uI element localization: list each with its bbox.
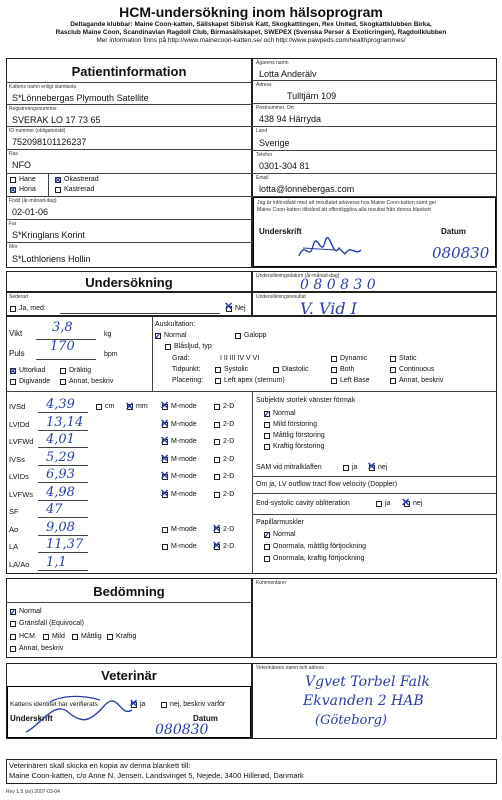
auscultation-label: Auskultation:: [155, 321, 196, 328]
cat-name-label: Kattens namn enligt stamtavla: [9, 84, 76, 90]
owner-name-value[interactable]: Lotta Anderälv: [259, 69, 317, 79]
2d-checkbox[interactable]: [214, 492, 220, 498]
mmode-label: M-mode: [171, 438, 197, 445]
exam-date-label: Undersökningsdatum (år-månad-dag): [256, 273, 340, 279]
intact-check-mark: ✕: [54, 175, 62, 185]
pap-severe-label: Onormala, kraftig förtjockning: [273, 555, 365, 562]
cat-name-value[interactable]: S*Lönnebergas Plymouth Satellite: [12, 93, 149, 103]
pap-severe-checkbox[interactable]: [264, 556, 270, 562]
placement-label: Placering:: [172, 377, 204, 384]
breed-value[interactable]: NFO: [12, 160, 31, 170]
state-other-checkbox[interactable]: [60, 379, 66, 385]
static-checkbox[interactable]: [390, 356, 396, 362]
state-dehydrated-check-mark: ✕: [9, 366, 17, 376]
father-label: Far: [9, 221, 17, 227]
2d-checkbox[interactable]: [214, 457, 220, 463]
state-other-label: Annat, beskriv: [69, 378, 114, 385]
mmode-label: M-mode: [171, 525, 197, 533]
exam-section-title: Undersökning: [85, 275, 173, 290]
consent-text-2: Maine Coon-katten tillstånd att offentliggöra alla resultat från denna blankett: [257, 207, 431, 213]
pap-moderate-label: Onormala, måttlig förtjockning: [273, 543, 366, 550]
identity-yes-check-mark: ✕: [129, 698, 139, 710]
2d-label: 2-D: [223, 420, 235, 428]
both-label: Both: [340, 366, 355, 373]
identity-label: Kattens identitet har verifierats: [10, 701, 98, 708]
2d-label: 2-D: [223, 525, 235, 533]
sex-male-label: Hane: [19, 176, 36, 183]
measurement-line: [38, 517, 88, 518]
measurement-label: IVSs: [9, 454, 25, 464]
measurement-label: LA/Ao: [9, 559, 30, 569]
state-pregnant-label: Dräktig: [69, 367, 92, 374]
2d-check-mark: ✕: [212, 540, 222, 552]
id-label: ID-nummer (obligatoriskt): [9, 128, 66, 134]
cavity-no-check-mark: ✕: [401, 497, 411, 509]
weight-label: Vikt: [9, 329, 23, 338]
measurement-line: [38, 465, 88, 466]
continuous-checkbox[interactable]: [390, 367, 396, 373]
owner-date-label: Datum: [441, 227, 466, 236]
sedated-yes-checkbox[interactable]: [10, 306, 16, 312]
measurement-label: Ao: [9, 524, 19, 534]
la-size-title: Subjektiv storlek vänster förmak: [256, 397, 356, 404]
pap-moderate-checkbox[interactable]: [264, 544, 270, 550]
intact-label: Okastrerad: [64, 176, 99, 183]
assess-borderline-checkbox[interactable]: [10, 621, 16, 627]
owner-name-label: Ägarens namn: [256, 60, 289, 66]
sedated-no-label: Nej: [235, 305, 246, 312]
measurement-hand: 4,39: [46, 397, 75, 412]
pulse-label: Puls: [9, 349, 25, 358]
phone-label: Telefon: [256, 152, 273, 158]
measurement-label: LVFWs: [9, 489, 34, 499]
left-apex-checkbox[interactable]: [215, 378, 221, 384]
la-moderate-checkbox[interactable]: [264, 433, 270, 439]
result-label: Undersökningsresultat: [256, 294, 306, 300]
sex-female-label: Hona: [19, 186, 36, 193]
cavity-no-label: nej: [413, 500, 423, 507]
vet-name-hand-1: Vgvet Torbel Falk: [305, 674, 430, 690]
mmode-check-mark: ✕: [160, 400, 170, 412]
2d-label: 2-D: [223, 455, 235, 463]
assess-mild-checkbox[interactable]: [43, 634, 49, 640]
result-hand: V. Vid I: [300, 299, 357, 318]
la-mild-checkbox[interactable]: [264, 422, 270, 428]
mmode-label: M-mode: [171, 490, 197, 498]
continuous-label: Continuous: [399, 366, 435, 373]
ausc-normal-check-mark: ✓: [154, 331, 162, 341]
mmode-label: M-mode: [171, 543, 197, 550]
mmode-check-mark: ✕: [160, 417, 170, 430]
sedated-yes-label: Ja, med:: [19, 305, 46, 312]
info-line: Mer information finns på http://www.mainecoon-katten.se/ och http://www.pawpeds.com/healthprogrammes/: [96, 37, 406, 44]
measurement-line: [38, 430, 88, 431]
lvot-label: Om ja, LV outflow tract flow velocity (Doppler): [256, 481, 398, 488]
exam-date-hand: 0 8 0 8 3 0: [300, 277, 376, 293]
state-dehydrated-label: Uttorkad: [19, 367, 46, 374]
sex-male-checkbox[interactable]: [10, 177, 16, 183]
country-label: Land: [256, 128, 268, 134]
ausc-murmur-label: Blåsljud, typ: [174, 343, 212, 350]
assess-hcm-checkbox[interactable]: [10, 634, 16, 640]
mmode-label: M-mode: [171, 403, 197, 410]
assess-borderline-label: Gränsfall (Equivocal): [19, 620, 84, 627]
dynamic-checkbox[interactable]: [331, 356, 337, 362]
weight-hand: 3,8: [52, 320, 73, 335]
2d-label: 2-D: [223, 490, 235, 498]
owner-date-hand: 080830: [432, 244, 490, 262]
mmode-label: M-mode: [171, 473, 197, 480]
measurement-hand: 4,01: [46, 432, 75, 447]
vet-signature-label: Underskrift: [10, 714, 53, 723]
clubs-line-1: Deltagande klubbar: Maine Coon-katten, Sällskapet Sibirisk Katt, Skogkattlingen, Rex United, Skogkattklubben Birka,: [70, 21, 432, 28]
systolic-checkbox[interactable]: [215, 367, 221, 373]
left-apex-label: Left apex (sternum): [224, 377, 285, 384]
sedated-label: Sederad: [9, 294, 28, 300]
other-desc-label: Annat, beskriv: [399, 377, 444, 384]
mmode-check-mark: ✕: [160, 487, 170, 500]
neutered-label: Kastrerad: [64, 186, 95, 193]
country-value[interactable]: Sverige: [259, 138, 290, 148]
2d-checkbox[interactable]: [214, 439, 220, 445]
sam-label: SAM vid mitralklaffen: [256, 464, 322, 471]
measurement-line: [38, 412, 88, 413]
ausc-gallop-label: Galopp: [244, 332, 267, 339]
diastolic-label: Diastolic: [282, 366, 309, 373]
reg-label: Registreringsnummer: [9, 106, 57, 112]
patient-section-title: Patientinformation: [71, 64, 187, 79]
postal-label: Postnummer, Ort: [256, 105, 294, 111]
identity-no-checkbox[interactable]: [161, 702, 167, 708]
measurement-line: [38, 447, 88, 448]
measurement-hand: 4,98: [46, 484, 75, 500]
mmode-check-mark: ✕: [160, 452, 170, 465]
la-mild-label: Mild förstoring: [273, 421, 317, 428]
ausc-normal-label: Normal: [164, 332, 187, 339]
2d-label: 2-D: [223, 473, 235, 480]
owner-signature-label: Underskrift: [259, 227, 302, 236]
measurement-label: LVIDs: [9, 472, 29, 481]
measurement-hand: 5,29: [46, 449, 75, 465]
ausc-gallop-checkbox[interactable]: [235, 333, 241, 339]
assess-mild-label: Mild: [52, 633, 65, 640]
vet-signature: [20, 692, 140, 738]
unit-mm-label: mm: [136, 403, 148, 410]
measurement-line: [38, 535, 88, 536]
cavity-yes-checkbox[interactable]: [376, 501, 382, 507]
mmode-check-mark: ✕: [160, 470, 170, 482]
measurement-hand: 6,93: [46, 467, 75, 482]
mother-value[interactable]: S*Lothloriens Hollin: [12, 254, 91, 264]
measurement-line: [38, 482, 88, 483]
measurement-hand: 9,08: [46, 519, 75, 535]
both-checkbox[interactable]: [331, 367, 337, 373]
assess-other-checkbox[interactable]: [10, 646, 16, 652]
state-pregnant-checkbox[interactable]: [60, 368, 66, 374]
assess-hcm-label: HCM: [19, 633, 35, 640]
measurement-label: LA: [9, 542, 19, 551]
vet-date-hand: 080830: [155, 722, 209, 738]
footer-line-2: Maine Coon-katten, c/o Anne N. Jensen, Landsvinget 5, Nejede, 3400 Hillerød, Danmark: [9, 771, 304, 780]
pap-normal-check-mark: ✓: [263, 530, 271, 540]
vet-name-label: Veterinärens namn och adress: [256, 665, 324, 671]
vet-section-title: Veterinär: [101, 668, 157, 683]
la-moderate-label: Måttlig förstoring: [273, 432, 325, 439]
assess-severe-checkbox[interactable]: [107, 634, 113, 640]
2d-checkbox[interactable]: [214, 422, 220, 428]
sam-no-check-mark: ✕: [367, 461, 377, 473]
id-value[interactable]: 752098101126237: [12, 137, 87, 147]
left-base-label: Left Base: [340, 377, 370, 384]
ausc-murmur-checkbox[interactable]: [165, 344, 171, 350]
address-label: Adress: [256, 82, 272, 88]
pap-normal-label: Normal: [273, 531, 296, 538]
vet-name-hand-2: Ekvanden 2 HAB: [303, 693, 424, 709]
papillary-title: Papillarmuskler: [256, 519, 304, 526]
consent-text-1: Jag är införstådd med att resultatet arkiveras hos Maine Coon-katten samt ger: [257, 200, 437, 206]
assess-other-label: Annat, beskriv: [19, 645, 64, 652]
email-value[interactable]: lotta@lonnebergas.com: [259, 184, 355, 194]
mmode-label: M-mode: [171, 420, 197, 428]
la-severe-checkbox[interactable]: [264, 444, 270, 450]
father-value[interactable]: S*Kringlans Korint: [12, 230, 86, 240]
static-label: Static: [399, 355, 417, 362]
pulse-hand: 170: [50, 339, 75, 354]
mmode-checkbox[interactable]: [162, 544, 168, 550]
left-base-checkbox[interactable]: [331, 378, 337, 384]
2d-checkbox[interactable]: [214, 474, 220, 480]
pulse-unit: bpm: [104, 351, 118, 358]
assess-moderate-label: Måttlig: [81, 633, 102, 640]
born-label: Född (år-månad-dag): [9, 198, 57, 204]
state-nursing-label: Digivande: [19, 378, 51, 385]
reg-value[interactable]: SVERAK LO 17 73 65: [12, 115, 101, 125]
breed-label: Ras: [9, 151, 18, 157]
phone-value[interactable]: 0301-304 81: [259, 161, 310, 171]
cavity-label: End-systolic cavity obliteration: [256, 500, 350, 507]
measurement-line: [38, 570, 88, 571]
measurement-label: LVIDd: [9, 419, 30, 429]
grade-label: Grad:: [172, 355, 190, 362]
measurement-hand: 1,1: [46, 554, 67, 570]
address-value[interactable]: Tulltjärn 109: [287, 91, 337, 101]
sam-yes-checkbox[interactable]: [343, 465, 349, 471]
owner-signature: [295, 236, 365, 264]
assessment-section-title: Bedömning: [93, 584, 165, 599]
sex-female-check-mark: ✕: [9, 185, 17, 195]
measurement-label: IVSd: [9, 402, 26, 411]
measurement-hand: 11,37: [46, 537, 84, 552]
systolic-label: Systolic: [224, 366, 249, 373]
measurement-line: [38, 552, 88, 553]
la-normal-label: Normal: [273, 410, 296, 417]
other-desc-checkbox[interactable]: [390, 378, 396, 384]
unit-mm-check-mark: ✕: [125, 401, 135, 413]
mmode-check-mark: ✕: [160, 435, 170, 447]
measurement-label: SF: [9, 507, 19, 516]
la-normal-check-mark: ✓: [263, 409, 271, 419]
mmode-checkbox[interactable]: [162, 527, 168, 533]
footer-line-1: Veterinären skall skicka en kopia av denna blankett till:: [9, 761, 191, 770]
measurement-line: [38, 500, 88, 501]
2d-label: 2-D: [223, 403, 235, 410]
assess-normal-label: Normal: [19, 608, 42, 615]
mother-label: Mor: [9, 244, 18, 250]
measurement-hand: 47: [46, 502, 63, 517]
version-label: Rev 1.5 (sv) 2007-03-04: [6, 789, 60, 795]
sam-no-label: nej: [378, 464, 388, 471]
comment-box: [252, 578, 497, 658]
grade-values: I II III IV V VI: [220, 355, 260, 362]
comment-label: Kommentarer: [256, 580, 287, 586]
weight-unit: kg: [104, 331, 112, 338]
cavity-yes-label: ja: [385, 500, 391, 507]
form-title: HCM-undersökning inom hälsoprogram: [119, 4, 383, 20]
sedated-no-check-mark: ✕: [224, 301, 234, 313]
diastolic-checkbox[interactable]: [273, 367, 279, 373]
la-severe-label: Kraftig förstoring: [273, 443, 325, 450]
2d-checkbox[interactable]: [214, 404, 220, 410]
vet-date-label: Datum: [193, 714, 218, 723]
2d-check-mark: ✕: [212, 522, 222, 535]
mmode-label: M-mode: [171, 455, 197, 463]
email-label: Email: [256, 175, 269, 181]
assess-normal-check-mark: ✓: [9, 607, 17, 617]
assess-moderate-checkbox[interactable]: [72, 634, 78, 640]
vet-name-hand-3: (Göteborg): [315, 713, 387, 728]
state-nursing-checkbox[interactable]: [10, 379, 16, 385]
neutered-checkbox[interactable]: [55, 187, 61, 193]
clubs-line-2: Rasclub Maine Coon, Scandinavian Ragdoll Club, Birmasällskapet, SWEPEX (Svenska Perser & Exoticringen), Ragdollklubben: [55, 29, 447, 36]
unit-cm-label: cm: [105, 403, 115, 410]
assess-severe-label: Kraftig: [116, 633, 137, 640]
dynamic-label: Dynamic: [340, 355, 368, 362]
timing-label: Tidpunkt:: [172, 366, 201, 373]
measurement-hand: 13,14: [46, 414, 84, 430]
postal-value[interactable]: 438 94 Härryda: [259, 114, 322, 124]
unit-cm-checkbox[interactable]: [96, 404, 102, 410]
2d-label: 2-D: [223, 438, 235, 445]
identity-no-label: nej, beskriv varför: [170, 701, 226, 708]
2d-label: 2-D: [223, 543, 235, 550]
identity-yes-label: ja: [140, 701, 146, 708]
measurement-label: LVFWd: [9, 437, 34, 446]
born-value[interactable]: 02-01-06: [12, 207, 49, 217]
sam-yes-label: ja: [352, 464, 358, 471]
